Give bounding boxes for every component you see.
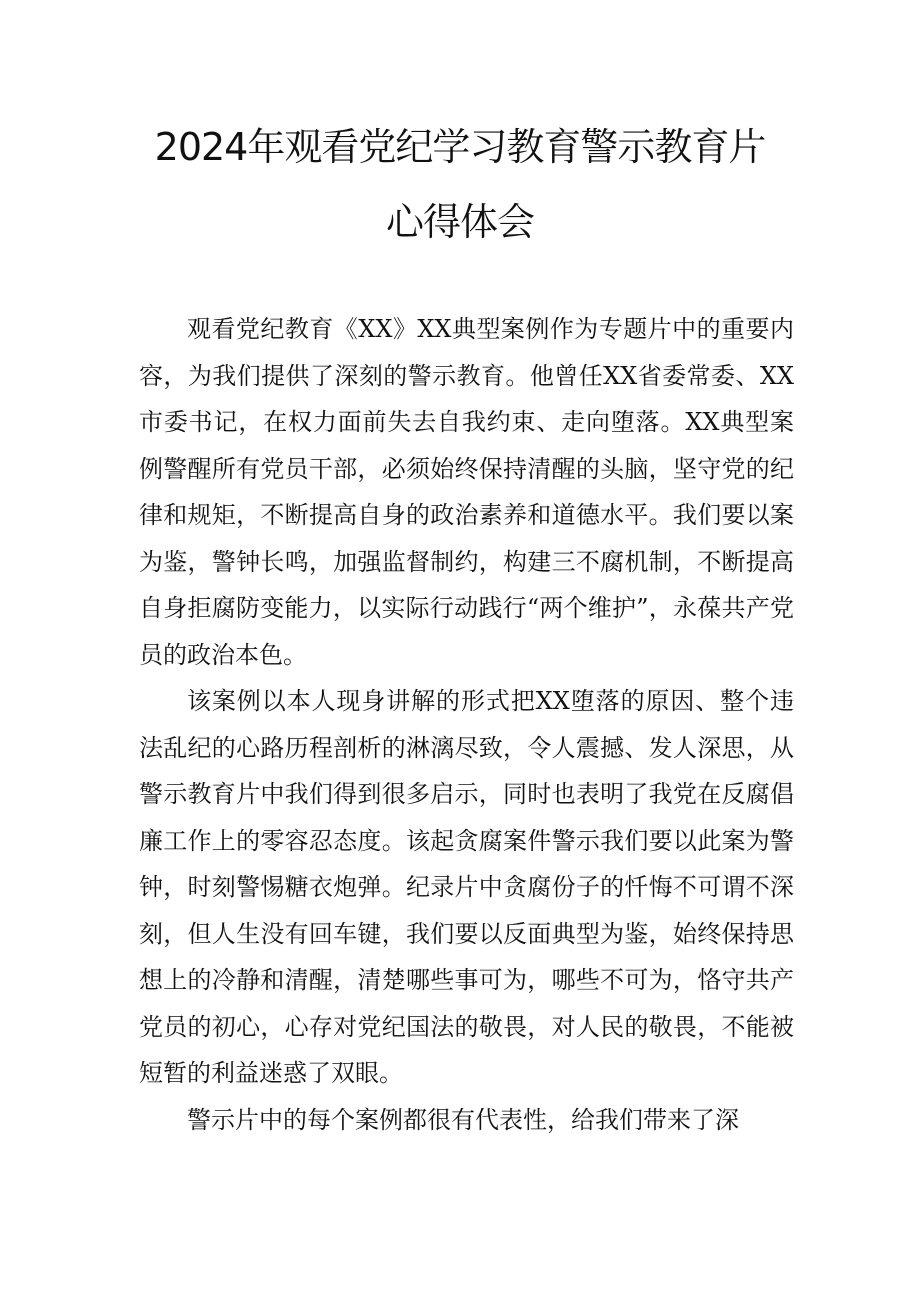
document-title-line-1: 2024年观看党纪学习教育警示教育片 (154, 125, 766, 169)
paragraph-1: 观看党纪教育《XX》XX典型案例作为专题片中的重要内容，为我们提供了深刻的警示教育。他曾任XX省委常委、XX市委书记，在权力面前失去自我约束、走向堕落。XX典型案例警醒所有党员干部，必须始终保持清醒的头脑，坚守党的纪律和规矩，不断提高自身的政治素养和道德水平。我们要以案为鉴，警钟长鸣，加强监督制约，构建三不腐机制，不断提高自身拒腐防变能力，以实际行动践行“两个维护”，永葆共产党员的政治本色。 (139, 315, 794, 669)
document-title-line-2: 心得体会 (385, 200, 534, 244)
document-body (139, 306, 794, 1143)
paragraph-3: 警示片中的每个案例都很有代表性，给我们带来了深 (187, 1105, 739, 1134)
paragraph-2: 该案例以本人现身讲解的形式把XX堕落的原因、整个违法乱纪的心路历程剖析的淋漓尽致，令人震撼、发人深思，从警示教育片中我们得到很多启示，同时也表明了我党在反腐倡廉工作上的零容忍态度。该起贪腐案件警示我们要以此案为警钟，时刻警惕糖衣炮弹。纪录片中贪腐份子的忏悔不可谓不深刻，但人生没有回车键，我们要以反面典型为鉴，始终保持思想上的冷静和清醒，清楚哪些事可为，哪些不可为，恪守共产党员的初心，心存对党纪国法的敬畏，对人民的敬畏，不能被短暂的利益迷惑了双眼。 (139, 687, 794, 1087)
